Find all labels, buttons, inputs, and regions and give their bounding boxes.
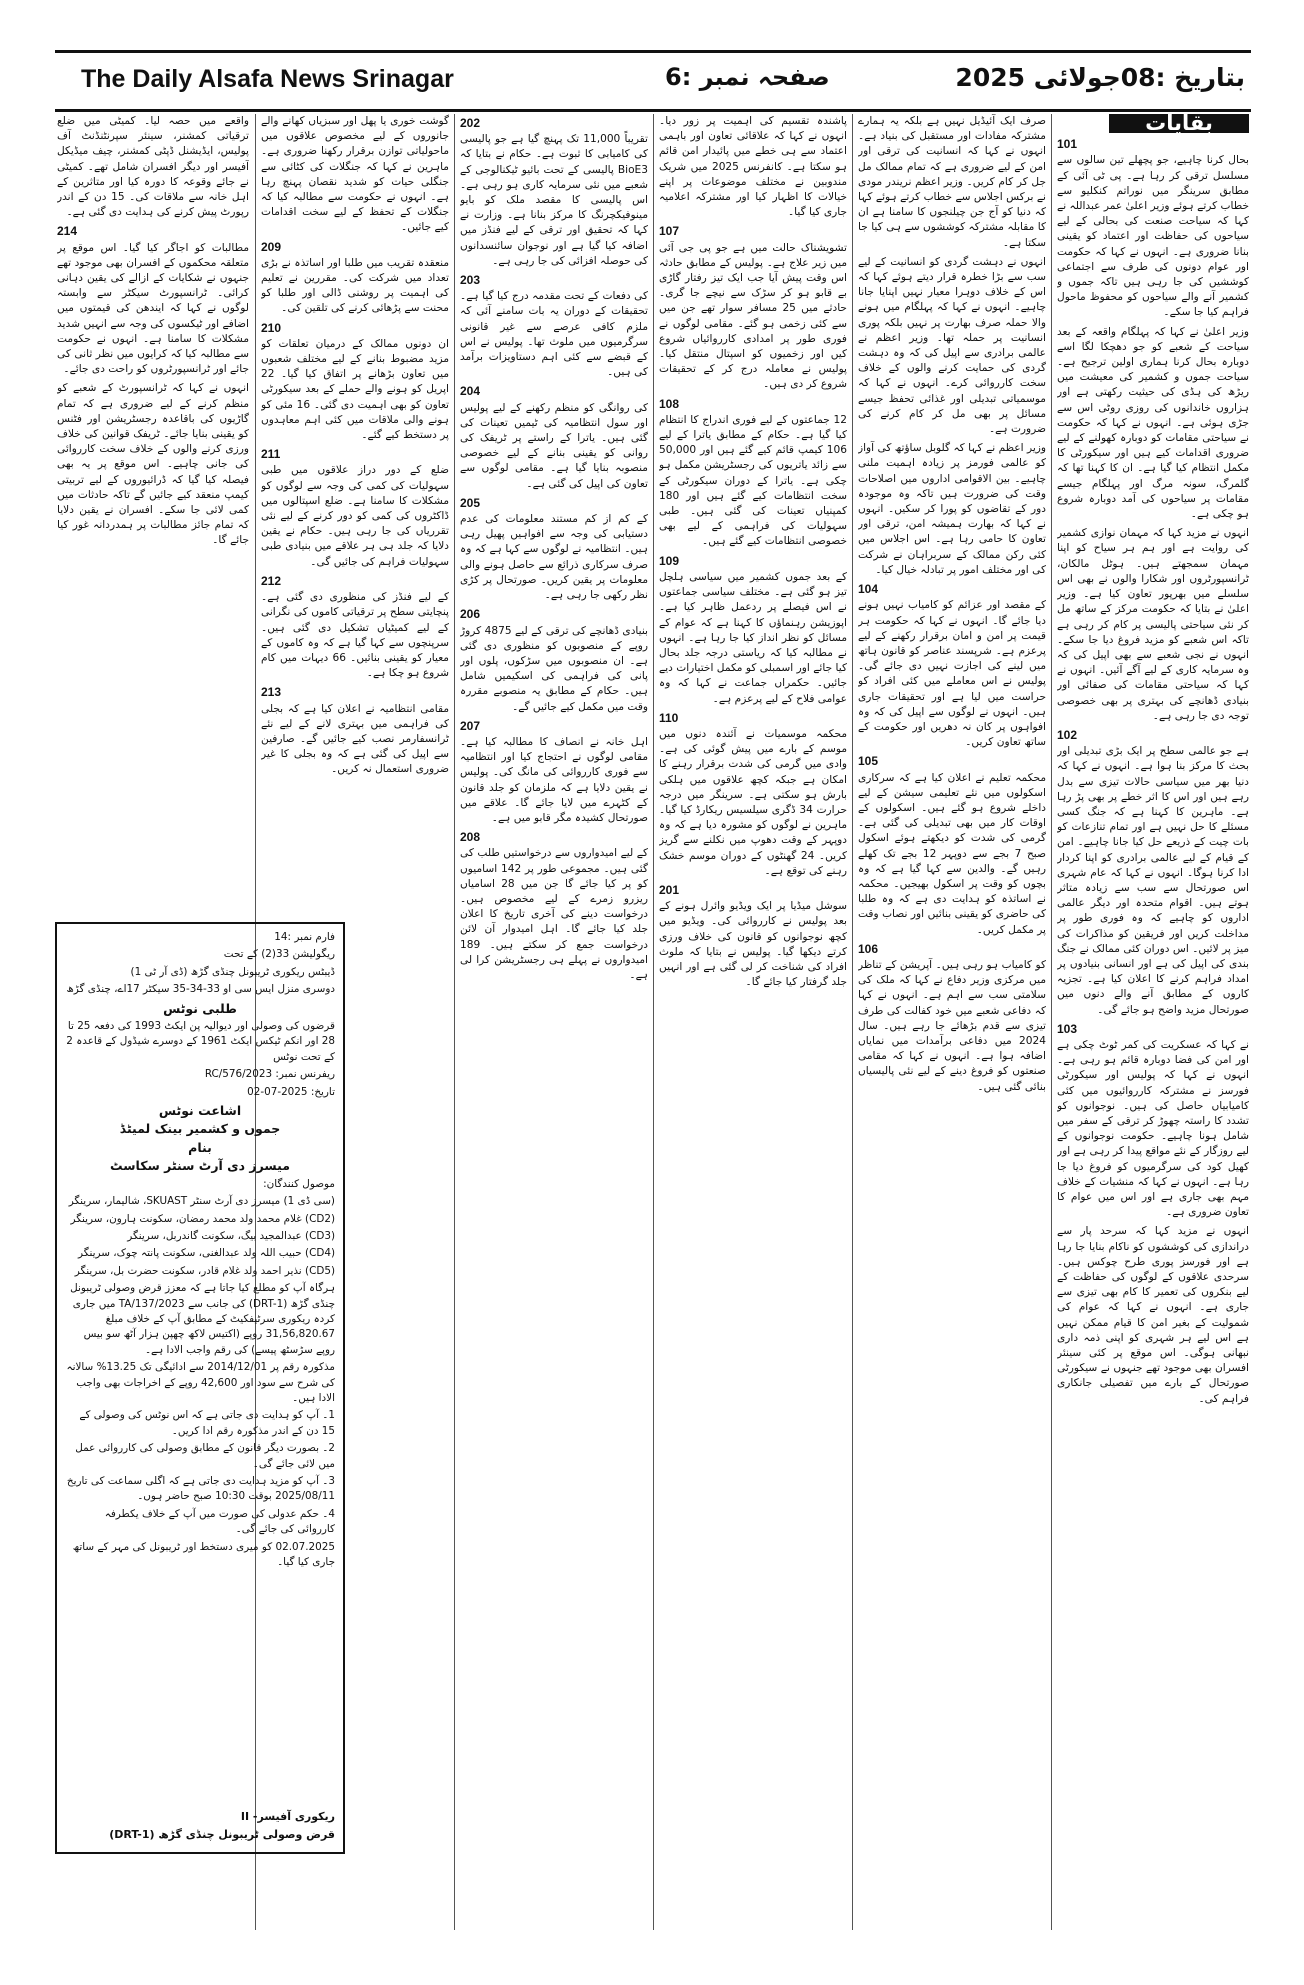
story-number: 109 (659, 553, 680, 568)
tribunal-address: دوسری منزل ایس سی او 33-34-35 سیکٹر 17اے، چنڈی گڑھ (66, 983, 335, 996)
story-number: 208 (460, 830, 481, 845)
story-number: 213 (261, 685, 282, 700)
regulation: ریگولیشن 33(2) کے تحت (223, 948, 335, 961)
given-date: 02.07.2025 کو میری دستخط اور ٹریبونل کی مہر کے ساتھ جاری کیا گیا۔ (72, 1540, 335, 1569)
story-number: 201 (659, 882, 680, 897)
story-number: 205 (460, 495, 481, 510)
column-3 (659, 114, 847, 1930)
article-paragraph: سوشل میڈیا پر ایک ویڈیو وائرل ہونے کے بعد پولیس نے کارروائی کی۔ ویڈیو میں کچھ نوجوانوں کو قانون کی خلاف ورزی کرتے دیکھا گیا۔ پولیس نے بتایا کہ ملوث افراد کی شناخت کر لی گئی ہے اور انہیں جلد گرفتار کیا جائے گا۔ (659, 900, 847, 989)
debtor-item: (CD2) غلام محمد ولد محمد رمضان، سکونت ہارون، سرینگر (70, 1212, 335, 1225)
article-paragraph: محکمہ موسمیات نے آئندہ دنوں میں موسم کے بارے میں پیش گوئی کی ہے۔ وادی میں گرمی کی شدت برقرار رہنے کا امکان ہے جبکہ کچھ علاقوں میں ہلکی بارش ہو سکتی ہے۔ سرینگر میں درجہ حرارت 34 ڈگری سیلسیس ریکارڈ کیا گیا۔ ماہرین نے لوگوں کو مشورہ دیا ہے کہ وہ دوپہر کے وقت دھوپ میں نکلنے سے گریز کریں۔ 24 گھنٹوں کے دوران موسم خشک رہنے کی توقع ہے۔ (659, 727, 847, 877)
instruction-item: 3۔ آپ کو مزید ہدایت دی جاتی ہے کہ اگلی سماعت کی تاریخ 2025/08/11 بوقت 10:30 صبح حاضر ہوں۔ (66, 1475, 335, 1503)
notice-body: مذکورہ رقم پر 2014/12/01 سے ادائیگی تک 13.25% سالانہ کی شرح سے سود اور 42,600 روپے کے اخراجات بھی واجب الادا ہیں۔ (66, 1361, 335, 1404)
debtors-label: موصول کنندگان: (263, 1177, 335, 1190)
story-number: 204 (460, 384, 481, 399)
column-divider (454, 114, 455, 1930)
story-number: 102 (1057, 727, 1078, 742)
article-paragraph: کے مقصد اور عزائم کو کامیاب نہیں ہونے دیا جائے گا۔ انہوں نے کہا کہ حکومت ہر قیمت پر امن و امان برقرار رکھنے کے لیے پرعزم ہے۔ شرپسند عناصر کو قانون ہاتھ میں لینے کی اجازت نہیں دی جائے گی۔ پولیس نے اس معاملے میں کئی افراد کو حراست میں لیا ہے اور تحقیقات جاری ہیں۔ انہوں نے لوگوں سے اپیل کی کہ وہ افواہوں پر کان نہ دھریں اور حکومت کے ساتھ تعاون کریں۔ (858, 599, 1046, 749)
story-number: 103 (1057, 1021, 1078, 1036)
instruction-item: 4۔ حکم عدولی کی صورت میں آپ کے خلاف یکطرفہ کارروائی کی جائے گی۔ (104, 1507, 335, 1536)
story-number: 105 (858, 754, 879, 769)
article-paragraph: کی روانگی کو منظم رکھنے کے لیے پولیس اور سول انتظامیہ کی ٹیمیں تعینات کی گئی ہیں۔ یاترا کے راستے پر ٹریفک کی روانی کو یقینی بنانے کے لیے خصوصی منصوبہ بنایا گیا ہے۔ مقامی لوگوں سے تعاون کی اپیل کی گئی ہے۔ (460, 401, 648, 490)
bank-name: جموں و کشمیر بینک لمیٹڈ (119, 1121, 281, 1137)
story-number: 207 (460, 718, 481, 733)
article-paragraph: ہے جو عالمی سطح پر ایک بڑی تبدیلی اور بحث کا مرکز بنا ہوا ہے۔ انہوں نے کہا کہ دنیا بھر میں سیاسی حالات تیزی سے بدل رہے ہیں اور اس کا اثر خطے پر بھی پڑ رہا ہے۔ ماہرین کا کہنا ہے کہ جنگ کسی مسئلے کا حل نہیں ہے اور تمام تنازعات کو بات چیت کے ذریعے حل کیا جانا چاہیے۔ امن کے قیام کے لیے عالمی برادری کو اپنا کردار ادا کرنا ہوگا۔ انہوں نے کہا کہ عام شہری اس صورتحال سے سب سے زیادہ متاثر ہوتے ہیں۔ اقوام متحدہ اور دیگر عالمی اداروں کو چاہیے کہ وہ فوری طور پر مداخلت کریں اور فریقین کو مذاکرات کی میز پر لائیں۔ اس دوران کئی ممالک نے جنگ بندی کی اپیل کی ہے اور انسانی بنیادوں پر امداد فراہم کرنے کا اعلان کیا ہے۔ تجزیہ کاروں کے مطابق آنے والے دنوں میں صورتحال مزید واضح ہو جائے گی۔ (1057, 745, 1249, 1016)
story-number: 110 (659, 710, 679, 725)
respondent-name: میسرز دی آرٹ سنٹر سکاسٹ (110, 1158, 290, 1174)
story-number: 212 (261, 573, 282, 588)
versus: بنام (188, 1139, 212, 1155)
notice-date: تاریخ: 2025-07-02 (247, 1085, 335, 1098)
article-paragraph: ضلع کے دور دراز علاقوں میں طبی سہولیات کی کمی کی وجہ سے لوگوں کو مشکلات کا سامنا ہے۔ ضلع اسپتالوں میں ڈاکٹروں کی کمی کو دور کرنے کے لیے نئی تقرریاں کی جا رہی ہیں۔ حکام نے یقین دلایا کہ جلد ہی ہر علاقے میں بنیادی طبی سہولیات فراہم کی جائیں گی۔ (261, 464, 449, 568)
story-number: 106 (858, 941, 879, 956)
publication-notice-title: اشاعت نوٹس (158, 1103, 242, 1119)
article-paragraph: محکمہ تعلیم نے اعلان کیا ہے کہ سرکاری اسکولوں میں نئے تعلیمی سیشن کے لیے داخلے شروع ہو گئے ہیں۔ اسکولوں کے اوقات کار میں بھی تبدیلی کی گئی ہے۔ گرمی کی شدت کو دیکھتے ہوئے اسکول صبح 7 بجے سے دوپہر 12 بجے تک کھلے رہیں گے۔ والدین سے کہا گیا ہے کہ وہ بچوں کو وقت پر اسکول بھیجیں۔ محکمہ نے اساتذہ کو ہدایت دی ہے کہ وہ طلبا کی حاضری کو یقینی بنائیں اور نصاب وقت پر مکمل کریں۔ (858, 771, 1046, 936)
article-paragraph: بحال کرنا چاہیے، جو پچھلے تین سالوں سے مسلسل ترقی کر رہا ہے۔ پی ٹی آئی کے مطابق سرینگر میں نوراتم کنکلیو سے خطاب کرتے ہوئے وزیر اعلیٰ عمر عبداللہ نے کہا کہ سیاحت صنعت کی بحالی کے لیے سیاحوں کی حفاظت اور اعتماد کو یقینی بنانا ضروری ہے۔ انہوں نے کہا کہ حکومت اور عوام دونوں کی طرف سے اجتماعی کوششیں کی جا رہی ہیں تاکہ جموں و کشمیر آنے والے سیاحوں کو محفوظ ماحول فراہم کیا جا سکے۔ (1057, 154, 1249, 319)
demand-notice-title: طلبی نوٹس (163, 1000, 237, 1016)
article-paragraph: کو کامیاب ہو رہی ہیں۔ آپریشن کے تناظر میں مرکزی وزیر دفاع نے کہا کہ ملک کی سلامتی سب سے اہم ہے۔ انہوں نے کہا کہ دفاعی شعبے میں خود کفالت کی طرف تیزی سے قدم بڑھائے جا رہے ہیں۔ سال 2024 میں دفاعی برآمدات میں نمایاں اضافہ ہوا ہے۔ انہوں نے کہا کہ مقامی صنعتوں کو فروغ دینے کے لیے نئی پالیسیاں بنائی گئی ہیں۔ (858, 958, 1046, 1093)
column-divider (1051, 114, 1052, 1930)
article-paragraph: انہوں نے دہشت گردی کو انسانیت کے لیے سب سے بڑا خطرہ قرار دیتے ہوئے کہا کہ اس کے خلاف دوہرا معیار نہیں اپنایا جانا چاہیے۔ انہوں نے کہا کہ پہلگام میں ہونے والا حملہ صرف بھارت پر نہیں بلکہ پوری انسانیت پر حملہ تھا۔ وزیر اعظم نے عالمی برادری سے اپیل کی کہ وہ دہشت گردی کی حمایت کرنے والوں کے خلاف سخت کارروائی کرے۔ انہوں نے کہا کہ موسمیاتی تبدیلی اور غذائی تحفظ جیسے مسائل پر بھی مل کر کام کرنے کی ضرورت ہے۔ (858, 255, 1046, 436)
masthead (55, 50, 1251, 112)
article-paragraph: کے لیے امیدواروں سے درخواستیں طلب کی گئی ہیں۔ مجموعی طور پر 142 اسامیوں کو پر کیا جائے گا جن میں 28 اسامیاں ریزرو زمرے کے لیے مخصوص ہیں۔ درخواست دینے کی آخری تاریخ کا اعلان جلد کیا جائے گا۔ اہل امیدوار آن لائن درخواست جمع کر سکتے ہیں۔ 189 امیدواروں نے پہلے ہی رجسٹریشن کرا لی ہے۔ (460, 847, 648, 981)
story-number: 214 (57, 224, 78, 239)
article-paragraph: تقریباً 11,000 تک پہنچ گیا ہے جو پالیسی کی کامیابی کا ثبوت ہے۔ حکام نے بتایا کہ BioE3 پالیسی کے تحت بائیو ٹیکنالوجی کے شعبے میں نئی سرمایہ کاری ہو رہی ہے۔ اس پالیسی کا مقصد ملک کو بایو مینوفیکچرنگ کا مرکز بنانا ہے۔ وزارت نے کہا کہ تحقیق اور ترقی کے لیے فنڈز میں اضافہ کیا گیا ہے اور نوجوان سائنسدانوں کی حوصلہ افزائی کی جا رہی ہے۔ (460, 133, 648, 267)
legal-notice-box (55, 922, 345, 1854)
column-4 (460, 114, 648, 1930)
debtor-item: (CD4) حبیب اللہ ولد عبدالغنی، سکونت پانتہ چوک، سرینگر (78, 1247, 335, 1260)
column-1 (1057, 114, 1249, 1930)
instruction-item: 2۔ بصورت دیگر قانون کے مطابق وصولی کی کارروائی عمل میں لائی جائے گی۔ (75, 1442, 335, 1470)
article-paragraph: کے لیے فنڈز کی منظوری دی گئی ہے۔ پنچایتی سطح پر ترقیاتی کاموں کی نگرانی کے لیے کمیٹیاں تشکیل دی گئی ہیں۔ سرپنچوں سے کہا گیا ہے کہ وہ کاموں کے معیار کو یقینی بنائیں۔ 66 دیہات میں کام شروع ہو چکا ہے۔ (261, 591, 449, 680)
tribunal-name: قرض وصولی ٹریبونل چنڈی گڑھ (DRT-1) (109, 1827, 335, 1841)
story-number: 104 (858, 582, 879, 597)
column-divider (653, 114, 654, 1930)
article-paragraph: کے بعد جموں کشمیر میں سیاسی ہلچل تیز ہو گئی ہے۔ مختلف سیاسی جماعتوں نے اس فیصلے پر ردعمل ظاہر کیا ہے۔ اپوزیشن رہنماؤں کا کہنا ہے کہ عوام کے مسائل کو نظر انداز کیا جا رہا ہے۔ انہوں نے مطالبہ کیا کہ ریاستی درجہ جلد بحال کیا جائے اور اسمبلی کو مکمل اختیارات دیے جائیں۔ حکمراں جماعت نے کہا کہ وہ عوامی فلاح کے لیے پرعزم ہے۔ (659, 570, 847, 705)
article-paragraph: واقعے میں حصہ لیا۔ کمیٹی میں ضلع ترقیاتی کمشنر، سینئر سپرنٹنڈنٹ آف پولیس، ایڈیشنل ڈپٹی کمشنر، چیف میڈیکل آفیسر اور دیگر افسران شامل تھے۔ کمیٹی نے جائے وقوعہ کا دورہ کیا اور متاثرین کے اہل خانہ سے ملاقات کی۔ 15 دن کے اندر رپورٹ پیش کرنے کی ہدایت دی گئی ہے۔ (57, 115, 249, 219)
reference-number: ریفرنس نمبر: RC/576/2023 (204, 1068, 335, 1081)
newspaper-page (55, 50, 1251, 1935)
article-paragraph: اہل خانہ نے انصاف کا مطالبہ کیا ہے۔ مقامی لوگوں نے احتجاج کیا اور انتظامیہ سے فوری کارروائی کی مانگ کی۔ پولیس نے یقین دلایا ہے کہ ملزمان کو جلد قانون کے کٹہرے میں لایا جائے گا۔ علاقے میں صورتحال کشیدہ مگر قابو میں ہے۔ (460, 735, 648, 824)
story-number: 206 (460, 607, 481, 622)
notice-body: ہرگاہ آپ کو مطلع کیا جاتا ہے کہ معزز قرض وصولی ٹریبونل چنڈی گڑھ (DRT-1) کی جانب سے TA/137/2023 میں جاری کردہ ریکوری سرٹیفکیٹ کے مطابق آپ کے خلاف مبلغ 31,56,820.67 روپے (اکتیس لاکھ چھپن ہزار آٹھ سو بیس روپے سڑسٹھ پیسے) کی رقم واجب الادا ہے۔ (70, 1282, 335, 1356)
section-banner: بقایات (1109, 114, 1249, 133)
story-number: 210 (261, 320, 282, 335)
article-paragraph: انہوں نے کہا کہ ٹرانسپورٹ کے شعبے کو منظم کرنے کے لیے ضروری ہے کہ تمام گاڑیوں کی باقاعدہ رجسٹریشن اور فٹنس کو یقینی بنایا جائے۔ ٹریفک قوانین کی خلاف ورزی کرنے والوں کے خلاف سخت کارروائی کی جانی چاہیے۔ اس موقع پر یہ بھی فیصلہ کیا گیا کہ ڈرائیوروں کے لیے تربیتی کیمپ منعقد کیے جائیں گے تاکہ حادثات میں کمی لائی جا سکے۔ افسران نے یقین دلایا کہ تمام جائز مطالبات پر ہمدردانہ غور کیا جائے گا۔ (57, 382, 249, 547)
article-paragraph: تشویشناک حالت میں ہے جو پی جی آئی میں زیر علاج ہے۔ پولیس کے مطابق حادثہ اس وقت پیش آیا جب ایک تیز رفتار گاڑی بے قابو ہو کر سڑک سے نیچے جا گری۔ حادثے میں 25 مسافر سوار تھے جن میں سے کئی زخمی ہو گئے۔ مقامی لوگوں نے فوری طور پر امدادی کارروائیاں شروع کیں اور زخمیوں کو اسپتال منتقل کیا۔ پولیس نے معاملہ درج کر کے تحقیقات شروع کر دی ہیں۔ (659, 241, 847, 391)
date-label: بتاریخ :08جولائی 2025 (955, 63, 1245, 92)
demand-notice-text: قرضوں کی وصولی اور دیوالیہ پن ایکٹ 1993 کی دفعہ 25 تا 28 اور انکم ٹیکس ایکٹ 1961 کے دوسرے شیڈول کے قاعدہ 2 کے تحت نوٹس (66, 1020, 335, 1063)
column-2 (858, 114, 1046, 1930)
article-paragraph: وزیر اعظم نے کہا کہ گلوبل ساؤتھ کی آواز کو عالمی فورمز پر زیادہ اہمیت ملنی چاہیے۔ بین الاقوامی اداروں میں اصلاحات وقت کی ضرورت ہیں تاکہ وہ موجودہ دور کے تقاضوں کو پورا کر سکیں۔ انہوں نے کہا کہ بھارت ہمیشہ امن، ترقی اور تعاون کا حامی رہا ہے۔ اس اجلاس میں کئی رکن ممالک کے سربراہان نے شرکت کی اور مختلف امور پر تبادلہ خیال کیا۔ (858, 442, 1046, 576)
debtor-item: (CD5) نذیر احمد ولد غلام قادر، سکونت حضرت بل، سرینگر (74, 1264, 335, 1277)
story-number: 202 (460, 116, 481, 130)
newspaper-name: The Daily Alsafa News Srinagar (81, 65, 454, 93)
article-paragraph: بنیادی ڈھانچے کی ترقی کے لیے 4875 کروڑ روپے کے منصوبوں کو منظوری دی گئی ہے۔ ان منصوبوں میں سڑکوں، پلوں اور پانی کی فراہمی کی اسکیمیں شامل ہیں۔ حکام کے مطابق یہ منصوبے مقررہ وقت میں مکمل کیے جائیں گے۔ (460, 624, 648, 713)
column-6 (57, 114, 249, 914)
article-paragraph: انہوں نے مزید کہا کہ سرحد پار سے دراندازی کی کوششوں کو ناکام بنایا جا رہا ہے اور فورسز پوری طرح چوکس ہیں۔ سرحدی علاقوں کے لوگوں کی حفاظت کے لیے بنکروں کی تعمیر کا کام بھی تیزی سے جاری ہے۔ انہوں نے کہا کہ عوام کی شمولیت کے بغیر امن کا قیام ممکن نہیں ہے اس لیے ہر شہری کو اپنی ذمہ داری نبھانی ہوگی۔ اس موقع پر کئی سینئر افسران بھی موجود تھے جنہوں نے سیکورٹی صورتحال کے بارے میں تفصیلی جانکاری فراہم کی۔ (1057, 1225, 1249, 1405)
story-number: 203 (460, 273, 481, 288)
article-paragraph: مطالبات کو اجاگر کیا گیا۔ اس موقع پر متعلقہ محکموں کے افسران بھی موجود تھے جنہوں نے شکایات کے ازالے کی یقین دہانی کرائی۔ ٹرانسپورٹ سیکٹر سے وابستہ لوگوں نے کہا کہ ایندھن کی قیمتوں میں اضافے اور ٹیکسوں کی وجہ سے انہیں شدید مشکلات کا سامنا ہے۔ انہوں نے حکومت سے مطالبہ کیا کہ کرایوں میں نظر ثانی کی جائے اور ٹرانسپورٹروں کو راحت دی جائے۔ (57, 241, 249, 376)
article-paragraph: صرف ایک آئیڈیل نہیں ہے بلکہ یہ ہمارے مشترکہ مفادات اور مستقبل کی بنیاد ہے۔ انہوں نے کہا کہ انسانیت کی ترقی اور امن کے لیے ضروری ہے کہ تمام ممالک مل جل کر کام کریں۔ وزیر اعظم نریندر مودی نے برکس اجلاس سے خطاب کرتے ہوئے کہا کہ دنیا کو آج جن چیلنجوں کا سامنا ہے ان کا مقابلہ مشترکہ کوششوں سے ہی کیا جا سکتا ہے۔ (858, 115, 1046, 249)
article-paragraph: کے کم از کم مستند معلومات کی عدم دستیابی کی وجہ سے افواہیں پھیل رہی ہیں۔ انتظامیہ نے لوگوں سے کہا ہے کہ وہ صرف سرکاری ذرائع سے حاصل ہونے والی معلومات پر یقین کریں۔ صورتحال پر کڑی نظر رکھی جا رہی ہے۔ (460, 513, 648, 602)
debtor-item: (سی ڈی 1) میسرز دی آرٹ سنٹر SKUAST، شالیمار، سرینگر (68, 1195, 335, 1208)
story-number: 108 (659, 396, 680, 411)
article-paragraph: گوشت خوری یا پھل اور سبزیاں کھانے والے جانوروں کے لیے مخصوص علاقوں میں ماحولیاتی توازن برقرار رکھنا ضروری ہے۔ ماہرین نے کہا کہ جنگلات کی کٹائی سے جنگلی حیات کو شدید نقصان پہنچ رہا ہے۔ انہوں نے حکومت سے مطالبہ کیا کہ جنگلات کے تحفظ کے لیے سخت اقدامات کیے جائیں۔ (261, 115, 449, 234)
tribunal-office: ڈیبٹس ریکوری ٹریبونل چنڈی گڑھ (ڈی آر ٹی 1) (130, 965, 335, 978)
instruction-item: 1۔ آپ کو ہدایت دی جاتی ہے کہ اس نوٹس کی وصولی کے 15 دن کے اندر مذکورہ رقم ادا کریں۔ (79, 1409, 335, 1437)
article-paragraph: ان دونوں ممالک کے درمیان تعلقات کو مزید مضبوط بنانے کے لیے مختلف شعبوں میں تعاون بڑھانے پر اتفاق کیا گیا۔ 22 اپریل کو ہونے والے حملے کے بعد سیکورٹی تعاون کو بھی اہمیت دی گئی۔ 16 مئی کو ہونے والی ملاقات میں کئی اہم معاہدوں پر دستخط کیے گئے۔ (261, 337, 449, 442)
article-paragraph: کی دفعات کے تحت مقدمہ درج کیا گیا ہے۔ تحقیقات کے دوران یہ بات سامنے آئی کہ ملزم کافی عرصے سے غیر قانونی سرگرمیوں میں ملوث تھا۔ پولیس نے اس کے قبضے سے کئی اہم دستاویزات برآمد کی ہیں۔ (460, 290, 648, 379)
article-paragraph: منعقدہ تقریب میں طلبا اور اساتذہ نے بڑی تعداد میں شرکت کی۔ مقررین نے تعلیم کی اہمیت پر روشنی ڈالی اور طلبا کو محنت سے پڑھائی کرنے کی تلقین کی۔ (261, 256, 449, 315)
column-5 (261, 114, 449, 914)
article-paragraph: نے کہا کہ عسکریت کی کمر ٹوٹ چکی ہے اور امن کی فضا دوبارہ قائم ہو رہی ہے۔ انہوں نے کہا کہ پولیس اور سیکورٹی فورسز نے مشترکہ کارروائیوں میں کئی کامیابیاں حاصل کی ہیں۔ نوجوانوں کو تشدد کا راستہ چھوڑ کر ترقی کے سفر میں شامل ہونا چاہیے۔ حکومت نوجوانوں کے لیے روزگار کے نئے مواقع پیدا کر رہی ہے اور کھیل کود کی سرگرمیوں کو فروغ دیا جا رہا ہے۔ انہوں نے کہا کہ منشیات کے خلاف مہم بھی جاری ہے اور اس میں عوام کا تعاون ضروری ہے۔ (1057, 1038, 1249, 1219)
story-number: 209 (261, 239, 282, 254)
page-number: صفحہ نمبر :6 (665, 63, 830, 91)
article-paragraph: پاشندہ تقسیم کی اہمیت پر زور دیا۔ انہوں نے کہا کہ علاقائی تعاون اور باہمی اعتماد سے ہی خطے میں پائیدار امن قائم ہو سکتا ہے۔ کانفرنس 2025 میں شریک مندوبین نے مختلف موضوعات پر اپنے خیالات کا اظہار کیا اور مشترکہ اعلامیہ جاری کیا گیا۔ (659, 115, 847, 219)
debtor-item: (CD3) عبدالمجید بیگ، سکونت گاندربل، سرینگر (127, 1229, 335, 1242)
form-number: فارم نمبر :14 (274, 931, 335, 943)
signature-block (65, 1807, 335, 1844)
article-paragraph: مقامی انتظامیہ نے اعلان کیا ہے کہ بجلی کی فراہمی میں بہتری لانے کے لیے نئے ٹرانسفارمر نصب کیے جائیں گے۔ صارفین سے اپیل کی گئی ہے کہ وہ بجلی کا غیر ضروری استعمال نہ کریں۔ (261, 702, 449, 776)
article-paragraph: 12 جماعتوں کے لیے فوری اندراج کا انتظام کیا گیا ہے۔ حکام کے مطابق یاترا کے لیے 106 کیمپ قائم کیے گئے ہیں اور 50,000 سے زائد یاتریوں کی رجسٹریشن مکمل ہو چکی ہے۔ یاترا کے دوران سیکورٹی کے سخت انتظامات کیے گئے ہیں اور 180 کمپنیاں تعینات کی گئی ہیں۔ طبی سہولیات کی فراہمی کے لیے بھی خصوصی انتظامات کیے گئے ہیں۔ (659, 413, 847, 548)
story-number: 101 (1057, 137, 1078, 152)
signatory: ریکوری آفیسر- II (240, 1810, 335, 1824)
story-number: 211 (261, 447, 281, 462)
story-number: 107 (659, 224, 680, 239)
article-paragraph: وزیر اعلیٰ نے کہا کہ پہلگام واقعہ کے بعد سیاحت کے شعبے کو جو دھچکا لگا اسے دوبارہ بحال کرنا ہماری اولین ترجیح ہے۔ سیاحت جموں و کشمیر کی معیشت میں ریڑھ کی ہڈی کی حیثیت رکھتی ہے اور ہزاروں خاندانوں کی روزی روٹی اس سے جڑی ہوئی ہے۔ انہوں نے کہا کہ حکومت نے سیاحتی مقامات کو دوبارہ کھولنے کے لیے ضروری اقدامات کیے ہیں اور سیکورٹی کا مکمل انتظام کیا گیا ہے۔ ان کا کہنا تھا کہ گلمرگ، سونہ مرگ اور پہلگام جیسے مقامات پر سیاحوں کی آمد دوبارہ شروع ہو چکی ہے۔ (1057, 325, 1249, 521)
column-divider (852, 114, 853, 1930)
article-paragraph: انہوں نے مزید کہا کہ مہمان نوازی کشمیر کی روایت ہے اور ہم ہر سیاح کو اپنا مہمان سمجھتے ہیں۔ ہوٹل مالکان، ٹرانسپورٹروں اور شکارا والوں نے بھی اس سلسلے میں بھرپور تعاون کیا ہے۔ وزیر اعلیٰ نے بتایا کہ حکومت مرکز کے ساتھ مل کر نئی سیاحتی پالیسی پر کام کر رہی ہے تاکہ اس شعبے کو مزید فروغ دیا جا سکے۔ انہوں نے نجی شعبے سے بھی اپیل کی کہ وہ سرمایہ کاری کے لیے آگے آئیں۔ انہوں نے کہا کہ سیاحتی مقامات کی صفائی اور بنیادی ڈھانچے کی بہتری پر بھی خصوصی توجہ دی جا رہی ہے۔ (1057, 527, 1249, 722)
